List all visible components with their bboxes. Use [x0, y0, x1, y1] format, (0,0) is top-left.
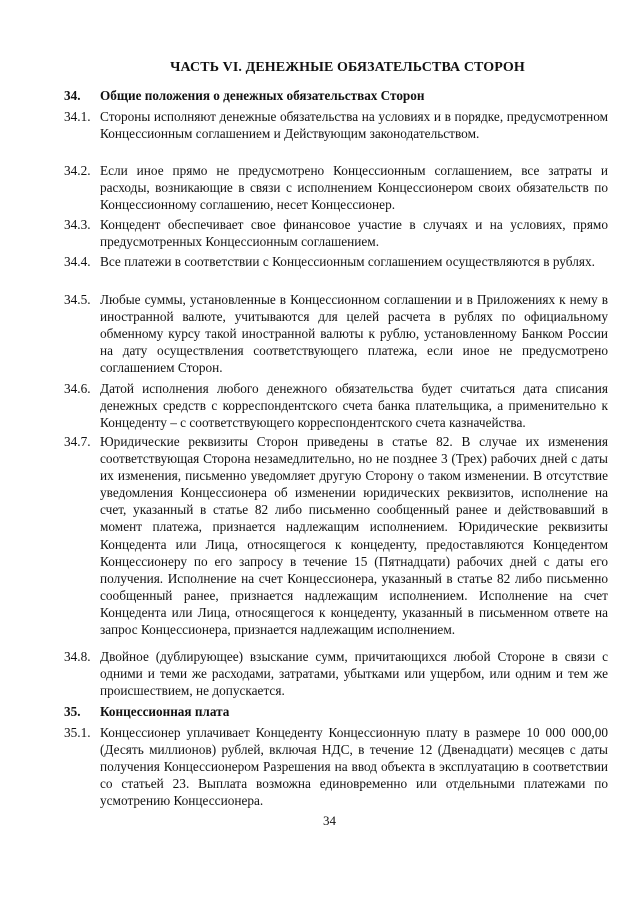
clause-text: Стороны исполняют денежные обязательства на условиях и в порядке, предусмотренном Концессионным соглашением и Действующим законодательством.: [100, 109, 608, 142]
part-title: ЧАСТЬ VI. ДЕНЕЖНЫЕ ОБЯЗАТЕЛЬСТВА СТОРОН: [170, 60, 525, 75]
clause-34-4: [64, 253, 608, 270]
clause-text: Датой исполнения любого денежного обязательства будет считаться дата списания денежных средств с корреспондентского счета банка плательщика, а применительно к Концеденту – с соответствующего корреспондентского счета казначейства.: [100, 381, 608, 431]
clause-number: 34.8.: [64, 649, 91, 664]
section-number: 34.: [64, 88, 81, 103]
clause-number: 34.1.: [64, 109, 91, 124]
clause-text: Концессионер уплачивает Концеденту Концессионную плату в размере 10 000 000,00 (Десять миллионов) рублей, включая НДС, в течение 12 (Двенадцати) месяцев с даты получения Концессионером Разрешения на ввод объекта в эксплуатацию в соответствии со статьей 23. Выплата возможна единовременно или отдельными платежами по усмотрению Концессионера.: [100, 725, 608, 809]
section-title: Общие положения о денежных обязательствах Сторон: [100, 88, 425, 103]
clause-text: Двойное (дублирующее) взыскание сумм, причитающихся любой Стороне в связи с одними и теми же расходами, затратами, убытками или ущербом, или одним и тем же происшествием, не допускается.: [100, 649, 608, 699]
clause-number: 34.3.: [64, 217, 91, 232]
clause-34-8: [64, 648, 608, 699]
clause-34-5: [64, 291, 608, 376]
clause-34-3: [64, 216, 608, 250]
clause-34-2: [64, 162, 608, 213]
clause-text: Концедент обеспечивает свое финансовое участие в случаях и на условиях, прямо предусмотренных Концессионным соглашением.: [100, 217, 608, 250]
clause-text: Юридические реквизиты Сторон приведены в статье 82. В случае их изменения соответствующая Сторона незамедлительно, но не позднее 3 (Трех) рабочих дней с даты их изменения, письменно уведомляет другую Сторону о таком изменении. В отсутствие уведомления Концессионера об изменении юридических реквизитов, исполнение на счет, указанный в статье 82 либо письменно сообщенный ранее и действовавший в момент платежа, признается надлежащим исполнением. Юридические реквизиты Концедента или Лица, относящегося к концеденту, предоставляются Концедентом Концессионеру по его запросу в течение 15 (Пятнадцати) рабочих дней с даты его получения. Исполнение на счет Концессионера, указанный в статье 82 либо письменно сообщенный ранее, признается надлежащим исполнением. Исполнение на счет Концедента или Лица, относящегося к концеденту, указанный в письменном ответе на запрос Концессионера, признается надлежащим исполнением.: [100, 434, 608, 638]
clause-34-7: [64, 433, 608, 638]
clause-number: 34.4.: [64, 254, 91, 269]
section-number: 35.: [64, 704, 81, 719]
clause-35-1: [64, 724, 608, 809]
clause-34-6: [64, 380, 608, 431]
clause-34-1: [64, 108, 608, 142]
clause-number: 35.1.: [64, 725, 91, 740]
section-title: Концессионная плата: [100, 704, 230, 719]
clause-number: 34.5.: [64, 292, 91, 307]
clause-text: Все платежи в соответствии с Концессионным соглашением осуществляются в рублях.: [100, 254, 595, 269]
clause-number: 34.2.: [64, 163, 91, 178]
clause-text: Любые суммы, установленные в Концессионном соглашении и в Приложениях к нему в иностранной валюте, учитываются для целей расчета в рублях по официальному обменному курсу такой иностранной валюты к рублю, установленному Банком России на дату осуществления соответствующего платежа, если иное не предусмотрено соглашением Сторон.: [100, 292, 608, 376]
clause-number: 34.6.: [64, 381, 91, 396]
clause-number: 34.7.: [64, 434, 91, 449]
clause-text: Если иное прямо не предусмотрено Концессионным соглашением, все затраты и расходы, возникающие в связи с исполнением Концессионером своих обязательств по Концессионному соглашению, несет Концессионер.: [100, 163, 608, 213]
page-number: 34: [323, 813, 336, 828]
